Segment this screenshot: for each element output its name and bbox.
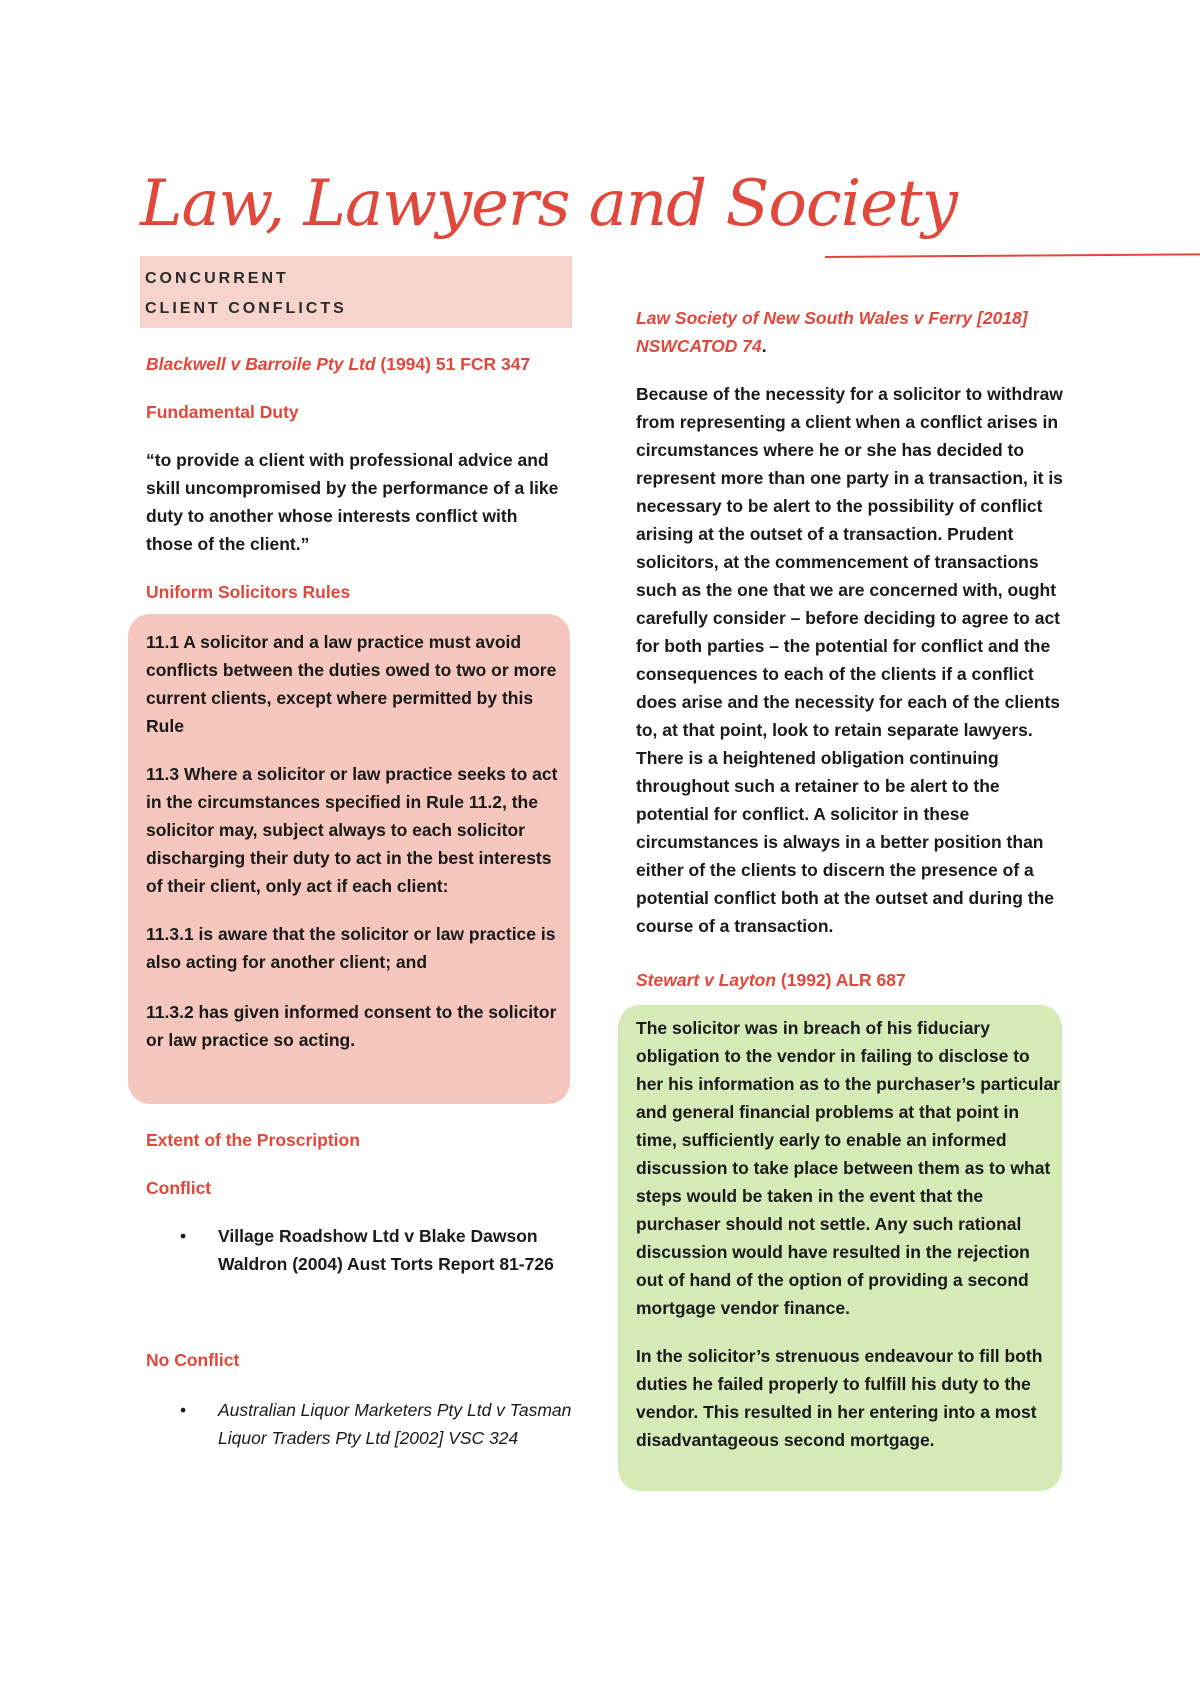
banner-line-2: CLIENT CONFLICTS <box>145 300 347 317</box>
page-title: Law, Lawyers and Society <box>140 167 957 241</box>
case-name: Stewart v Layton <box>636 970 777 990</box>
rule-11-3-1: 11.3.1 is aware that the solicitor or law practice is also acting for another client; and <box>146 924 556 972</box>
stewart-paragraph-2: In the solicitor’s strenuous endeavour to fill both duties he failed properly to fulfill his duty to the vendor. This resulted in her entering into a most disadvantageous second mortgage. <box>636 1346 1043 1450</box>
case-heading-stewart <box>636 966 1066 994</box>
bullet-marker: • <box>180 1400 187 1420</box>
heading-uniform-rules: Uniform Solicitors Rules <box>146 582 351 602</box>
ferry-extract: Because of the necessity for a solicitor to withdraw from representing a client when a conflict arises in circumstances where he or she has decided to represent more than one party in a transaction, it is necessary to be alert to the possibility of conflict arising at the outset of a transaction. Prudent solicitors, at the commencement of transactions such as the one that we are concerned with, ought carefully consider – before deciding to agree to act for both parties – the potential for conflict and the consequences to each of the clients if a conflict does arise and the necessity for each of the clients to, at that point, look to retain separate lawyers. There is a heightened obligation continuing throughout such a retainer to be alert to the potential for conflict. A solicitor in these circumstances is always in a better position than either of the clients to discern the presence of a potential conflict both at the outset and during the course of a transaction. <box>636 384 1063 936</box>
fundamental-duty-quote: “to provide a client with professional advice and skill uncompromised by the performance of a like duty to another whose interests conflict with those of the client.” <box>146 450 559 554</box>
case-period: . <box>761 336 767 356</box>
bullet-marker: • <box>180 1226 187 1246</box>
banner-line-1: CONCURRENT <box>145 270 289 287</box>
rule-11-3-2: 11.3.2 has given informed consent to the solicitor or law practice so acting. <box>146 1002 557 1050</box>
conflict-case: Village Roadshow Ltd v Blake Dawson Waldron (2004) Aust Torts Report 81-726 <box>218 1226 554 1274</box>
case-heading-blackwell <box>146 350 576 378</box>
section-banner <box>140 256 572 328</box>
case-name: Law Society of New South Wales v Ferry [2018] NSWCATOD 74 <box>636 308 1028 356</box>
no-conflict-case: Australian Liquor Marketers Pty Ltd v Tasman Liquor Traders Pty Ltd [2002] VSC 324 <box>218 1400 572 1448</box>
case-citation: (1992) ALR 687 <box>776 970 906 990</box>
rule-11-3: 11.3 Where a solicitor or law practice seeks to act in the circumstances specified in Rule 11.2, the solicitor may, subject always to each solicitor discharging their duty to act in the best interests of their client, only act if each client: <box>146 764 558 896</box>
stewart-paragraph-1: The solicitor was in breach of his fiduciary obligation to the vendor in failing to disclose to her his information as to the purchaser’s particular and general financial problems at that point in time, sufficiently early to enable an informed discussion to take place between them as to what steps would be taken in the event that the purchaser should not settle. Any such rational discussion would have resulted in the rejection out of hand of the option of providing a second mortgage vendor finance. <box>636 1018 1060 1318</box>
heading-conflict: Conflict <box>146 1178 212 1198</box>
heading-extent: Extent of the Proscription <box>146 1130 360 1150</box>
case-name: Blackwell v Barroile Pty Ltd <box>146 354 376 374</box>
heading-fundamental-duty: Fundamental Duty <box>146 402 299 422</box>
case-heading-ferry <box>636 304 1056 360</box>
heading-no-conflict: No Conflict <box>146 1350 240 1370</box>
title-underline <box>825 253 1200 258</box>
rule-11-1: 11.1 A solicitor and a law practice must avoid conflicts between the duties owed to two or more current clients, except where permitted by this Rule <box>146 632 557 736</box>
case-citation: (1994) 51 FCR 347 <box>375 354 531 374</box>
